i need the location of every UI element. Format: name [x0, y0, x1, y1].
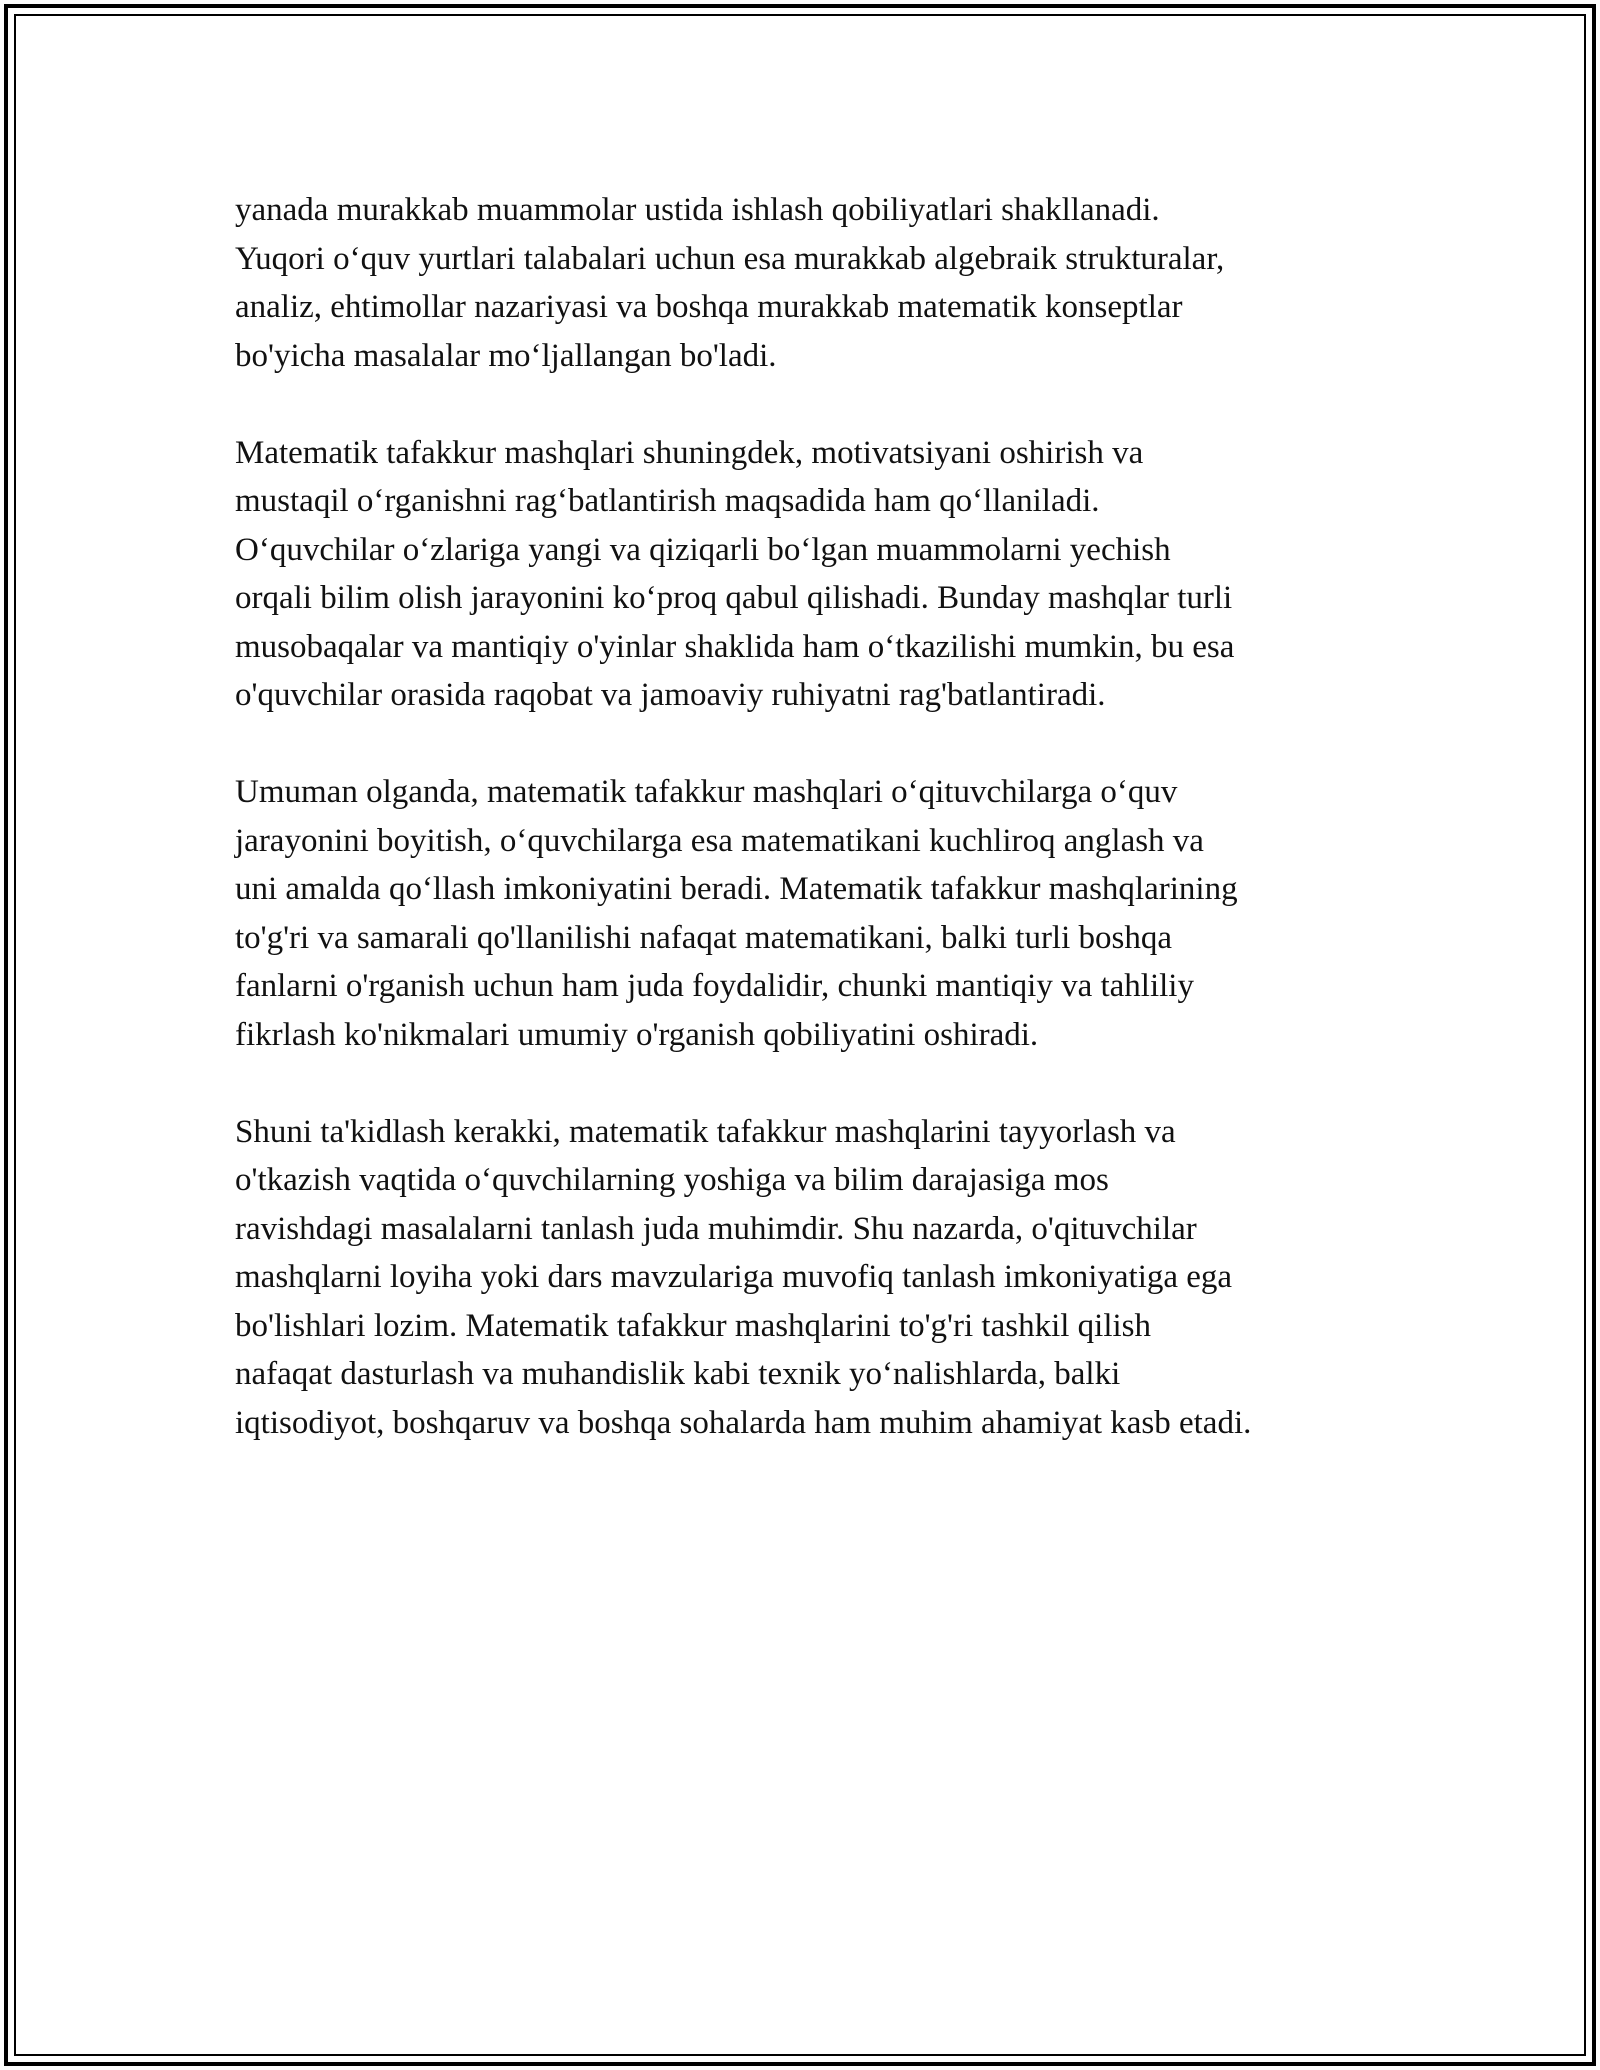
- document-body: [235, 186, 1395, 1496]
- text-line: o'tkazish vaqtida o‘quvchilarning yoshiga va bilim darajasiga mos: [235, 1162, 1109, 1198]
- text-line: orqali bilim olish jarayonini ko‘proq qabul qilishadi. Bunday mashqlar turli: [235, 580, 1233, 616]
- text-line: o'quvchilar orasida raqobat va jamoaviy ruhiyatni rag'batlantiradi.: [235, 677, 1106, 713]
- paragraph-4: [235, 1108, 1395, 1448]
- text-line: musobaqalar va mantiqiy o'yinlar shaklida ham o‘tkazilishi mumkin, bu esa: [235, 628, 1235, 665]
- text-line: mustaqil o‘rganishni rag‘batlantirish maqsadida ham qo‘llaniladi.: [235, 483, 1100, 519]
- paragraph-3: [235, 768, 1395, 1059]
- paragraph-1: [235, 186, 1395, 380]
- text-line: Yuqori o‘quv yurtlari talabalari uchun esa murakkab algebraik strukturalar,: [235, 240, 1225, 277]
- text-line: uni amalda qo‘llash imkoniyatini beradi. Matematik tafakkur mashqlarining: [235, 871, 1238, 907]
- text-line: to'g'ri va samarali qo'llanilishi nafaqat matematikani, balki turli boshqa: [235, 919, 1173, 956]
- text-line: analiz, ehtimollar nazariyasi va boshqa murakkab matematik konseptlar: [235, 289, 1183, 325]
- text-line: iqtisodiyot, boshqaruv va boshqa sohalarda ham muhim ahamiyat kasb etadi.: [235, 1404, 1252, 1441]
- text-line: jarayonini boyitish, o‘quvchilarga esa matematikani kuchliroq anglash va: [235, 822, 1204, 859]
- text-line: Shuni ta'kidlash kerakki, matematik tafakkur mashqlarini tayyorlash va: [235, 1113, 1176, 1150]
- text-line: ravishdagi masalalarni tanlash juda muhimdir. Shu nazarda, o'qituvchilar: [235, 1210, 1197, 1247]
- text-line: bo'yicha masalalar mo‘ljallangan bo'ladi.: [235, 337, 777, 374]
- text-line: fikrlash ko'nikmalari umumiy o'rganish qobiliyatini oshiradi.: [235, 1016, 1039, 1053]
- text-line: O‘quvchilar o‘zlariga yangi va qiziqarli bo‘lgan muammolarni yechish: [235, 531, 1171, 568]
- text-line: bo'lishlari lozim. Matematik tafakkur mashqlarini to'g'ri tashkil qilish: [235, 1307, 1152, 1344]
- text-line: nafaqat dasturlash va muhandislik kabi texnik yo‘nalishlarda, balki: [235, 1356, 1121, 1392]
- paragraph-2: [235, 429, 1395, 720]
- text-line: fanlarni o'rganish uchun ham juda foydalidir, chunki mantiqiy va tahliliy: [235, 968, 1194, 1004]
- text-line: Umuman olganda, matematik tafakkur mashqlari o‘qituvchilarga o‘quv: [235, 774, 1178, 810]
- text-line: mashqlarni loyiha yoki dars mavzulariga muvofiq tanlash imkoniyatiga ega: [235, 1259, 1233, 1295]
- text-line: Matematik tafakkur mashqlari shuningdek, motivatsiyani oshirish va: [235, 434, 1144, 471]
- text-line: yanada murakkab muammolar ustida ishlash qobiliyatlari shakllanadi.: [235, 192, 1160, 228]
